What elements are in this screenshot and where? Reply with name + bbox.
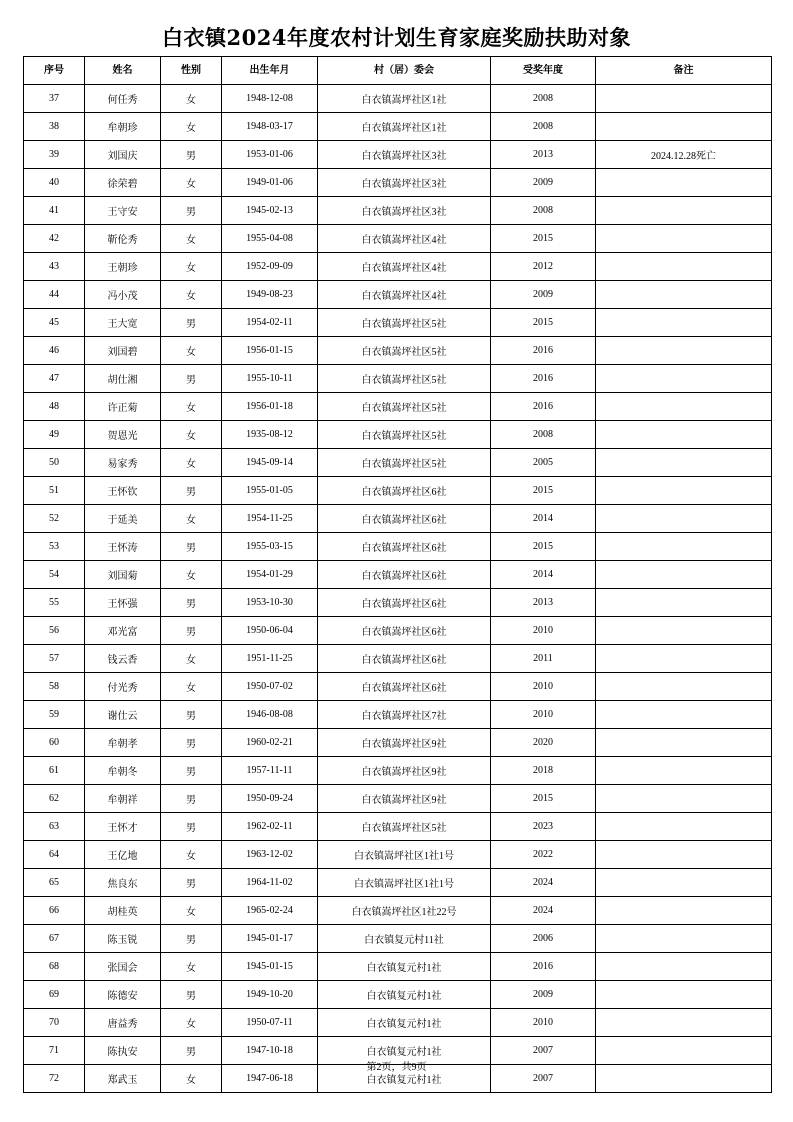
col-committee-cell: 白衣镇嵩坪社区4社 <box>318 253 491 281</box>
col-name-cell: 唐益秀 <box>85 1009 161 1037</box>
col-index-cell: 49 <box>24 421 85 449</box>
col-gender-cell: 女 <box>161 85 222 113</box>
table-row <box>24 729 772 757</box>
col-committee-cell: 白衣镇嵩坪社区9社 <box>318 757 491 785</box>
col-remarks-cell <box>596 197 772 225</box>
col-award-year-cell: 2024 <box>491 897 596 925</box>
col-committee-cell: 白衣镇嵩坪社区6社 <box>318 561 491 589</box>
table-row <box>24 617 772 645</box>
col-birthdate-cell: 1955-10-11 <box>222 365 318 393</box>
col-committee-cell: 白衣镇复元村1社 <box>318 1065 491 1093</box>
table-row <box>24 505 772 533</box>
col-name-cell: 王怀涛 <box>85 533 161 561</box>
col-birthdate-cell: 1955-01-05 <box>222 477 318 505</box>
col-committee-cell: 白衣镇复元村1社 <box>318 1009 491 1037</box>
page-footer: 第2页，共9页 <box>366 1062 427 1073</box>
header-row <box>24 57 772 85</box>
col-award-year-cell: 2016 <box>491 337 596 365</box>
col-index-cell: 66 <box>24 897 85 925</box>
col-gender-cell: 女 <box>161 281 222 309</box>
col-gender-cell: 女 <box>161 225 222 253</box>
col-award-year-cell: 2009 <box>491 981 596 1009</box>
col-remarks-cell <box>596 169 772 197</box>
col-award-year-cell: 2016 <box>491 953 596 981</box>
col-remarks-cell <box>596 925 772 953</box>
col-remarks-cell: 2024.12.28死亡 <box>596 141 772 169</box>
col-remarks-cell <box>596 281 772 309</box>
col-name-cell: 钱云香 <box>85 645 161 673</box>
col-index-cell: 59 <box>24 701 85 729</box>
col-committee-cell: 白衣镇嵩坪社区6社 <box>318 505 491 533</box>
col-remarks-cell <box>596 533 772 561</box>
col-name-header: 姓名 <box>85 57 161 85</box>
col-name-cell: 牟朝冬 <box>85 757 161 785</box>
col-remarks-cell <box>596 757 772 785</box>
col-gender-cell: 男 <box>161 365 222 393</box>
col-birthdate-cell: 1955-03-15 <box>222 533 318 561</box>
col-index-cell: 43 <box>24 253 85 281</box>
table-row <box>24 785 772 813</box>
col-name-cell: 陈玉锐 <box>85 925 161 953</box>
col-remarks-cell <box>596 729 772 757</box>
col-remarks-cell <box>596 841 772 869</box>
col-birthdate-cell: 1945-01-17 <box>222 925 318 953</box>
col-committee-cell: 白衣镇嵩坪社区6社 <box>318 645 491 673</box>
col-birthdate-cell: 1954-01-29 <box>222 561 318 589</box>
col-birthdate-cell: 1952-09-09 <box>222 253 318 281</box>
table-row <box>24 869 772 897</box>
col-award-year-cell: 2015 <box>491 477 596 505</box>
col-gender-cell: 男 <box>161 309 222 337</box>
document-title: 白衣镇2024年度农村计划生育家庭奖励扶助对象 <box>162 25 631 50</box>
table-row <box>24 337 772 365</box>
col-name-cell: 王亿地 <box>85 841 161 869</box>
col-gender-cell: 男 <box>161 869 222 897</box>
col-index-cell: 45 <box>24 309 85 337</box>
table-row <box>24 113 772 141</box>
col-remarks-cell <box>596 85 772 113</box>
col-birthdate-cell: 1965-02-24 <box>222 897 318 925</box>
col-committee-cell: 白衣镇嵩坪社区5社 <box>318 813 491 841</box>
col-committee-cell: 白衣镇嵩坪社区1社 <box>318 85 491 113</box>
col-birthdate-cell: 1946-08-08 <box>222 701 318 729</box>
table-row <box>24 197 772 225</box>
col-name-cell: 靳伦秀 <box>85 225 161 253</box>
col-birthdate-cell: 1956-01-18 <box>222 393 318 421</box>
col-gender-cell: 女 <box>161 1065 222 1093</box>
col-birthdate-cell: 1962-02-11 <box>222 813 318 841</box>
col-index-cell: 65 <box>24 869 85 897</box>
col-gender-cell: 男 <box>161 729 222 757</box>
table-row <box>24 1009 772 1037</box>
col-committee-cell: 白衣镇嵩坪社区3社 <box>318 169 491 197</box>
col-name-cell: 王守安 <box>85 197 161 225</box>
col-award-year-cell: 2018 <box>491 757 596 785</box>
col-birthdate-cell: 1947-06-18 <box>222 1065 318 1093</box>
col-award-year-cell: 2015 <box>491 225 596 253</box>
col-gender-header: 性别 <box>161 57 222 85</box>
col-index-cell: 55 <box>24 589 85 617</box>
col-gender-cell: 男 <box>161 141 222 169</box>
col-committee-cell: 白衣镇复元村1社 <box>318 1037 491 1065</box>
table-row <box>24 981 772 1009</box>
col-award-year-cell: 2010 <box>491 673 596 701</box>
col-index-header: 序号 <box>24 57 85 85</box>
col-gender-cell: 女 <box>161 561 222 589</box>
col-award-year-cell: 2015 <box>491 533 596 561</box>
col-remarks-cell <box>596 477 772 505</box>
col-award-year-cell: 2006 <box>491 925 596 953</box>
col-birthdate-cell: 1963-12-02 <box>222 841 318 869</box>
col-remarks-cell <box>596 113 772 141</box>
col-committee-cell: 白衣镇嵩坪社区6社 <box>318 617 491 645</box>
col-index-cell: 39 <box>24 141 85 169</box>
col-index-cell: 50 <box>24 449 85 477</box>
col-index-cell: 48 <box>24 393 85 421</box>
col-gender-cell: 女 <box>161 841 222 869</box>
col-index-cell: 63 <box>24 813 85 841</box>
col-birthdate-header: 出生年月 <box>222 57 318 85</box>
col-award-year-cell: 2016 <box>491 393 596 421</box>
col-index-cell: 54 <box>24 561 85 589</box>
table-row <box>24 589 772 617</box>
col-committee-header: 村（居）委会 <box>318 57 491 85</box>
col-name-cell: 王怀强 <box>85 589 161 617</box>
table-row <box>24 421 772 449</box>
col-remarks-cell <box>596 309 772 337</box>
col-committee-cell: 白衣镇嵩坪社区1社1号 <box>318 841 491 869</box>
col-index-cell: 46 <box>24 337 85 365</box>
col-gender-cell: 男 <box>161 981 222 1009</box>
col-committee-cell: 白衣镇嵩坪社区6社 <box>318 533 491 561</box>
col-gender-cell: 男 <box>161 197 222 225</box>
col-index-cell: 53 <box>24 533 85 561</box>
table-row <box>24 477 772 505</box>
table-row <box>24 925 772 953</box>
col-birthdate-cell: 1945-02-13 <box>222 197 318 225</box>
col-gender-cell: 女 <box>161 253 222 281</box>
col-gender-cell: 男 <box>161 477 222 505</box>
col-committee-cell: 白衣镇嵩坪社区6社 <box>318 673 491 701</box>
col-name-cell: 冯小茂 <box>85 281 161 309</box>
col-index-cell: 44 <box>24 281 85 309</box>
col-award-year-cell: 2009 <box>491 281 596 309</box>
col-birthdate-cell: 1950-07-11 <box>222 1009 318 1037</box>
col-index-cell: 52 <box>24 505 85 533</box>
col-award-year-cell: 2010 <box>491 1009 596 1037</box>
col-award-year-cell: 2007 <box>491 1065 596 1093</box>
table-row <box>24 281 772 309</box>
col-committee-cell: 白衣镇嵩坪社区6社 <box>318 477 491 505</box>
recipients-table <box>23 56 772 1093</box>
col-index-cell: 47 <box>24 365 85 393</box>
col-remarks-cell <box>596 365 772 393</box>
col-index-cell: 38 <box>24 113 85 141</box>
col-gender-cell: 男 <box>161 701 222 729</box>
col-award-year-cell: 2010 <box>491 617 596 645</box>
col-award-year-cell: 2016 <box>491 365 596 393</box>
col-gender-cell: 女 <box>161 673 222 701</box>
table-row <box>24 141 772 169</box>
col-gender-cell: 男 <box>161 617 222 645</box>
col-remarks-cell <box>596 393 772 421</box>
col-name-cell: 贺恩光 <box>85 421 161 449</box>
col-birthdate-cell: 1945-09-14 <box>222 449 318 477</box>
col-name-cell: 王大宽 <box>85 309 161 337</box>
col-remarks-cell <box>596 561 772 589</box>
col-birthdate-cell: 1964-11-02 <box>222 869 318 897</box>
col-name-cell: 刘国碧 <box>85 337 161 365</box>
col-remarks-cell <box>596 701 772 729</box>
col-gender-cell: 女 <box>161 449 222 477</box>
col-remarks-cell <box>596 253 772 281</box>
col-committee-cell: 白衣镇嵩坪社区1社 <box>318 113 491 141</box>
col-gender-cell: 女 <box>161 337 222 365</box>
col-award-year-cell: 2007 <box>491 1037 596 1065</box>
table-row <box>24 309 772 337</box>
col-birthdate-cell: 1960-02-21 <box>222 729 318 757</box>
col-name-cell: 徐荣碧 <box>85 169 161 197</box>
col-name-cell: 王朝珍 <box>85 253 161 281</box>
col-committee-cell: 白衣镇复元村1社 <box>318 953 491 981</box>
col-index-cell: 37 <box>24 85 85 113</box>
col-name-cell: 刘国庆 <box>85 141 161 169</box>
table-row <box>24 365 772 393</box>
col-birthdate-cell: 1953-01-06 <box>222 141 318 169</box>
col-name-cell: 牟朝珍 <box>85 113 161 141</box>
col-committee-cell: 白衣镇嵩坪社区1社22号 <box>318 897 491 925</box>
col-name-cell: 邓光富 <box>85 617 161 645</box>
col-name-cell: 牟朝孝 <box>85 729 161 757</box>
col-committee-cell: 白衣镇嵩坪社区7社 <box>318 701 491 729</box>
col-committee-cell: 白衣镇嵩坪社区5社 <box>318 393 491 421</box>
col-gender-cell: 男 <box>161 757 222 785</box>
col-award-year-cell: 2008 <box>491 197 596 225</box>
col-committee-cell: 白衣镇嵩坪社区5社 <box>318 449 491 477</box>
col-index-cell: 56 <box>24 617 85 645</box>
col-index-cell: 62 <box>24 785 85 813</box>
col-gender-cell: 男 <box>161 785 222 813</box>
col-committee-cell: 白衣镇嵩坪社区5社 <box>318 421 491 449</box>
col-gender-cell: 男 <box>161 589 222 617</box>
col-award-year-cell: 2023 <box>491 813 596 841</box>
col-award-year-cell: 2022 <box>491 841 596 869</box>
col-gender-cell: 男 <box>161 1037 222 1065</box>
col-committee-cell: 白衣镇嵩坪社区3社 <box>318 197 491 225</box>
col-remarks-header: 备注 <box>596 57 772 85</box>
col-birthdate-cell: 1956-01-15 <box>222 337 318 365</box>
col-award-year-cell: 2008 <box>491 113 596 141</box>
col-committee-cell: 白衣镇嵩坪社区5社 <box>318 365 491 393</box>
col-award-year-cell: 2014 <box>491 505 596 533</box>
col-name-cell: 王怀才 <box>85 813 161 841</box>
col-remarks-cell <box>596 897 772 925</box>
table-row <box>24 701 772 729</box>
col-remarks-cell <box>596 421 772 449</box>
col-index-cell: 57 <box>24 645 85 673</box>
col-index-cell: 41 <box>24 197 85 225</box>
col-award-year-cell: 2009 <box>491 169 596 197</box>
table-body <box>24 85 772 1093</box>
col-birthdate-cell: 1949-01-06 <box>222 169 318 197</box>
col-name-cell: 何任秀 <box>85 85 161 113</box>
col-award-year-cell: 2013 <box>491 589 596 617</box>
col-name-cell: 张国会 <box>85 953 161 981</box>
table-row <box>24 85 772 113</box>
col-name-cell: 刘国菊 <box>85 561 161 589</box>
col-name-cell: 胡仕湘 <box>85 365 161 393</box>
col-award-year-cell: 2014 <box>491 561 596 589</box>
col-award-year-cell: 2008 <box>491 85 596 113</box>
col-index-cell: 67 <box>24 925 85 953</box>
col-name-cell: 王怀钦 <box>85 477 161 505</box>
table-row <box>24 757 772 785</box>
col-birthdate-cell: 1951-11-25 <box>222 645 318 673</box>
col-award-year-cell: 2005 <box>491 449 596 477</box>
col-birthdate-cell: 1950-07-02 <box>222 673 318 701</box>
col-index-cell: 70 <box>24 1009 85 1037</box>
table-row <box>24 561 772 589</box>
col-gender-cell: 女 <box>161 1009 222 1037</box>
table-row <box>24 673 772 701</box>
col-birthdate-cell: 1950-06-04 <box>222 617 318 645</box>
col-index-cell: 71 <box>24 1037 85 1065</box>
col-remarks-cell <box>596 1009 772 1037</box>
col-gender-cell: 女 <box>161 113 222 141</box>
col-remarks-cell <box>596 981 772 1009</box>
col-committee-cell: 白衣镇嵩坪社区4社 <box>318 281 491 309</box>
col-name-cell: 易家秀 <box>85 449 161 477</box>
col-committee-cell: 白衣镇嵩坪社区9社 <box>318 729 491 757</box>
col-committee-cell: 白衣镇嵩坪社区6社 <box>318 589 491 617</box>
col-committee-cell: 白衣镇复元村11社 <box>318 925 491 953</box>
col-index-cell: 60 <box>24 729 85 757</box>
col-birthdate-cell: 1955-04-08 <box>222 225 318 253</box>
col-index-cell: 72 <box>24 1065 85 1093</box>
table-row <box>24 645 772 673</box>
col-gender-cell: 女 <box>161 169 222 197</box>
col-name-cell: 谢仕云 <box>85 701 161 729</box>
col-name-cell: 陈执安 <box>85 1037 161 1065</box>
col-award-year-cell: 2012 <box>491 253 596 281</box>
col-index-cell: 40 <box>24 169 85 197</box>
col-name-cell: 焦良东 <box>85 869 161 897</box>
col-gender-cell: 男 <box>161 925 222 953</box>
col-birthdate-cell: 1954-11-25 <box>222 505 318 533</box>
col-index-cell: 69 <box>24 981 85 1009</box>
table-row <box>24 253 772 281</box>
col-name-cell: 胡桂英 <box>85 897 161 925</box>
col-name-cell: 陈德安 <box>85 981 161 1009</box>
col-gender-cell: 女 <box>161 897 222 925</box>
col-committee-cell: 白衣镇复元村1社 <box>318 981 491 1009</box>
table-row <box>24 897 772 925</box>
col-remarks-cell <box>596 589 772 617</box>
col-index-cell: 64 <box>24 841 85 869</box>
col-committee-cell: 白衣镇嵩坪社区9社 <box>318 785 491 813</box>
col-birthdate-cell: 1948-12-08 <box>222 85 318 113</box>
col-birthdate-cell: 1953-10-30 <box>222 589 318 617</box>
col-committee-cell: 白衣镇嵩坪社区1社1号 <box>318 869 491 897</box>
col-gender-cell: 男 <box>161 533 222 561</box>
col-award-year-cell: 2020 <box>491 729 596 757</box>
col-birthdate-cell: 1935-08-12 <box>222 421 318 449</box>
col-birthdate-cell: 1948-03-17 <box>222 113 318 141</box>
col-index-cell: 68 <box>24 953 85 981</box>
col-index-cell: 42 <box>24 225 85 253</box>
col-committee-cell: 白衣镇嵩坪社区5社 <box>318 337 491 365</box>
col-gender-cell: 男 <box>161 813 222 841</box>
col-gender-cell: 女 <box>161 393 222 421</box>
col-gender-cell: 女 <box>161 505 222 533</box>
col-remarks-cell <box>596 337 772 365</box>
col-remarks-cell <box>596 645 772 673</box>
col-remarks-cell <box>596 953 772 981</box>
table-row <box>24 841 772 869</box>
col-name-cell: 付光秀 <box>85 673 161 701</box>
table-row <box>24 533 772 561</box>
col-name-cell: 牟朝祥 <box>85 785 161 813</box>
col-committee-cell: 白衣镇嵩坪社区5社 <box>318 309 491 337</box>
col-name-cell: 于延美 <box>85 505 161 533</box>
col-index-cell: 58 <box>24 673 85 701</box>
col-remarks-cell <box>596 673 772 701</box>
table-row <box>24 225 772 253</box>
col-birthdate-cell: 1949-08-23 <box>222 281 318 309</box>
col-birthdate-cell: 1949-10-20 <box>222 981 318 1009</box>
col-award-year-cell: 2011 <box>491 645 596 673</box>
col-name-cell: 许正菊 <box>85 393 161 421</box>
col-birthdate-cell: 1947-10-18 <box>222 1037 318 1065</box>
col-award-year-cell: 2008 <box>491 421 596 449</box>
col-birthdate-cell: 1945-01-15 <box>222 953 318 981</box>
col-remarks-cell <box>596 869 772 897</box>
col-gender-cell: 女 <box>161 645 222 673</box>
table-row <box>24 813 772 841</box>
col-committee-cell: 白衣镇嵩坪社区4社 <box>318 225 491 253</box>
col-birthdate-cell: 1954-02-11 <box>222 309 318 337</box>
col-remarks-cell <box>596 785 772 813</box>
col-remarks-cell <box>596 225 772 253</box>
col-remarks-cell <box>596 813 772 841</box>
table-row <box>24 953 772 981</box>
col-gender-cell: 女 <box>161 953 222 981</box>
col-index-cell: 61 <box>24 757 85 785</box>
col-birthdate-cell: 1950-09-24 <box>222 785 318 813</box>
col-award-year-cell: 2013 <box>491 141 596 169</box>
col-committee-cell: 白衣镇嵩坪社区3社 <box>318 141 491 169</box>
col-name-cell: 郑武玉 <box>85 1065 161 1093</box>
table-row <box>24 449 772 477</box>
col-gender-cell: 女 <box>161 421 222 449</box>
col-remarks-cell <box>596 617 772 645</box>
col-award-year-cell: 2015 <box>491 785 596 813</box>
col-remarks-cell <box>596 449 772 477</box>
col-award-year-cell: 2010 <box>491 701 596 729</box>
col-award-year-header: 受奖年度 <box>491 57 596 85</box>
col-remarks-cell <box>596 505 772 533</box>
table-row <box>24 393 772 421</box>
col-award-year-cell: 2015 <box>491 309 596 337</box>
col-birthdate-cell: 1957-11-11 <box>222 757 318 785</box>
col-award-year-cell: 2024 <box>491 869 596 897</box>
table-row <box>24 169 772 197</box>
col-index-cell: 51 <box>24 477 85 505</box>
